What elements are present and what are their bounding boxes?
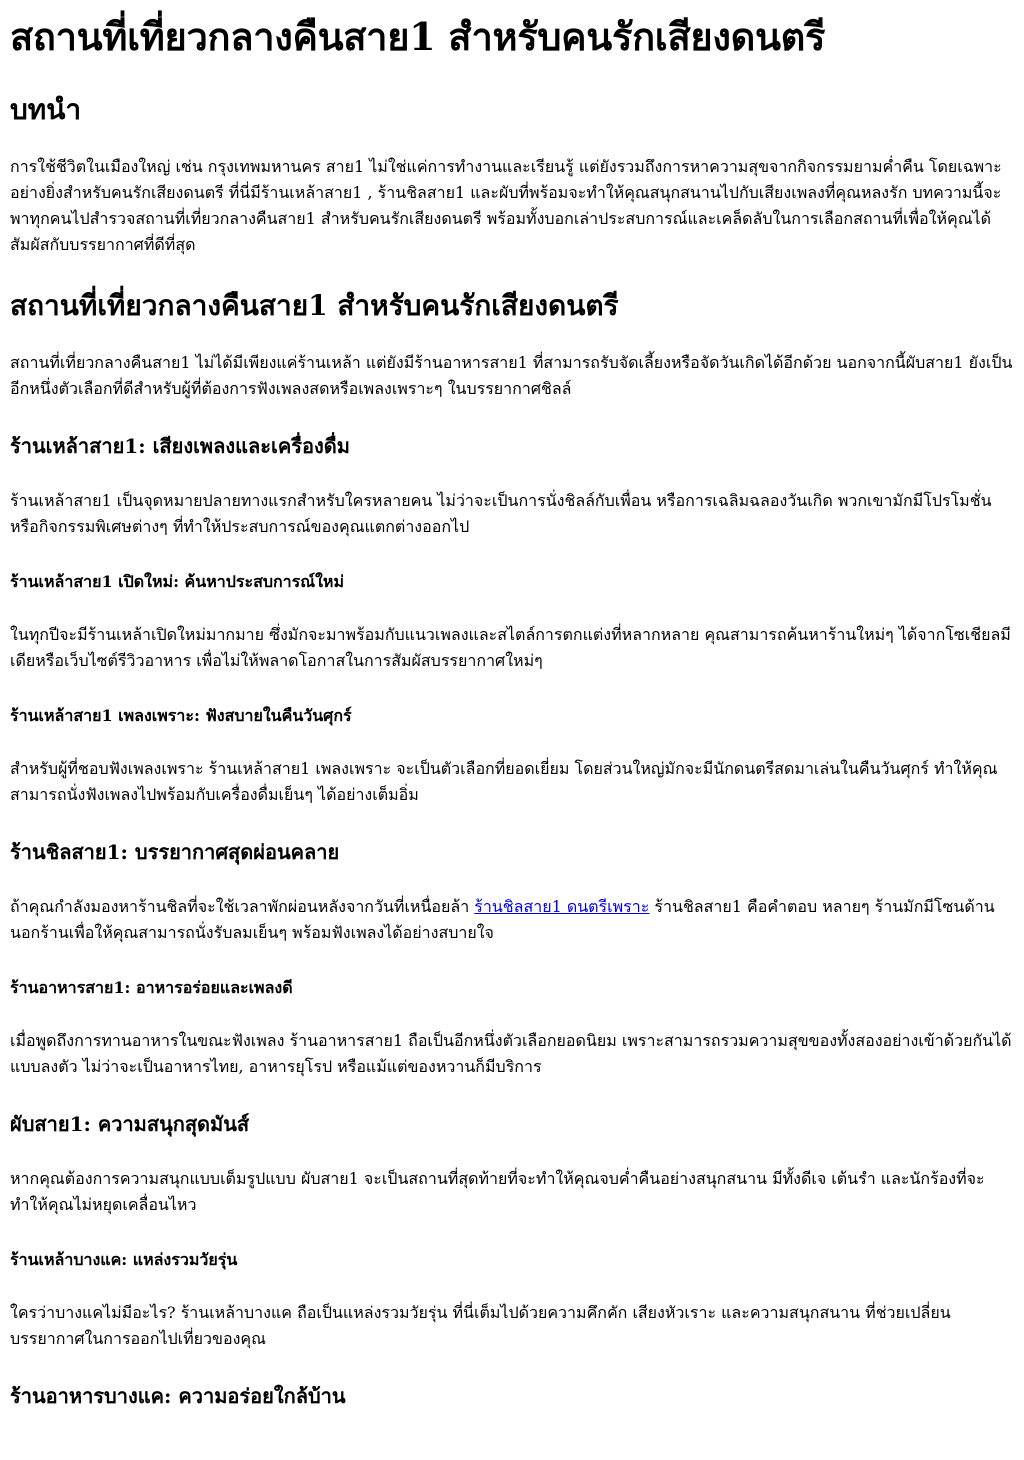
heading-restaurant: ร้านอาหารสาย1: อาหารอร่อยและเพลงดี — [10, 978, 293, 997]
paragraph-bar-music: สำหรับผู้ที่ชอบฟังเพลงเพราะ ร้านเหล้าสาย1 เพลงเพราะ จะเป็นตัวเลือกที่ยอดเยี่ยม โดยส่วนใหญ่มักจะมีนักดนตรีสดมาเล่นในคืนวันศุกร์ ทำให้คุณสามารถนั่งฟังเพลงไปพร้อมกับเครื่องดื่มเย็นๆ ได้อย่างเต็มอิ่ม — [10, 759, 998, 804]
chill-music-link[interactable]: ร้านชิลสาย1 ดนตรีเพราะ — [474, 897, 650, 916]
article — [0, 14, 1024, 1410]
paragraph-intro: การใช้ชีวิตในเมืองใหญ่ เช่น กรุงเทพมหานคร สาย1 ไม่ใช่แค่การทำงานและเรียนรู้ แต่ยังรวมถึงการหาความสุขจากกิจกรรมยามค่ำคืน โดยเฉพาะอย่างยิ่งสำหรับคนรักเสียงดนตรี ที่นี่มีร้านเหล้าสาย1 , ร้านชิลสาย1 และผับที่พร้อมจะทำให้คุณสนุกสนานไปกับเสียงเพลงที่คุณหลงรัก บทความนี้จะพาทุกคนไปสำรวจสถานที่เที่ยวกลางคืนสาย1 สำหรับคนรักเสียงดนตรี พร้อมทั้งบอกเล่าประสบการณ์และเคล็ดลับในการเลือกสถานที่เพื่อให้คุณได้สัมผัสกับบรรยากาศที่ดีที่สุด — [10, 157, 1002, 254]
heading-bar: ร้านเหล้าสาย1: เสียงเพลงและเครื่องดื่ม — [10, 434, 350, 458]
heading-bangkae-restaurant: ร้านอาหารบางแค: ความอร่อยใกล้บ้าน — [10, 1384, 346, 1408]
paragraph-bangkae-bar: ใครว่าบางแคไม่มีอะไร? ร้านเหล้าบางแค ถือเป็นแหล่งรวมวัยรุ่น ที่นี่เต็มไปด้วยความคึกคัก เสียงหัวเราะ และความสนุกสนาน ที่ช่วยเปลี่ยนบรรยากาศในการออกไปเที่ยวของคุณ — [10, 1303, 951, 1348]
heading-main-section: สถานที่เที่ยวกลางคืนสาย1 สำหรับคนรักเสียงดนตรี — [10, 289, 619, 322]
paragraph-restaurant: เมื่อพูดถึงการทานอาหารในขณะฟังเพลง ร้านอาหารสาย1 ถือเป็นอีกหนึ่งตัวเลือกยอดนิยม เพราะสามารถรวมความสุขของทั้งสองอย่างเข้าด้วยกันได้แบบลงตัว ไม่ว่าจะเป็นอาหารไทย, อาหารยุโรป หรือแม้แต่ของหวานก็มีบริการ — [10, 1031, 1012, 1076]
paragraph-main-section: สถานที่เที่ยวกลางคืนสาย1 ไม่ได้มีเพียงแค่ร้านเหล้า แต่ยังมีร้านอาหารสาย1 ที่สามารถรับจัดเลี้ยงหรือจัดวันเกิดได้อีกด้วย นอกจากนี้ผับสาย1 ยังเป็นอีกหนึ่งตัวเลือกที่ดีสำหรับผู้ที่ต้องการฟังเพลงสดหรือเพลงเพราะๆ ในบรรยากาศชิลล์ — [10, 353, 1013, 398]
heading-bangkae-bar: ร้านเหล้าบางแค: แหล่งรวมวัยรุ่น — [10, 1250, 238, 1269]
paragraph-pub: หากคุณต้องการความสนุกแบบเต็มรูปแบบ ผับสาย1 จะเป็นสถานที่สุดท้ายที่จะทำให้คุณจบค่ำคืนอย่างสนุกสนาน มีทั้งดีเจ เต้นรำ และนักร้องที่จะทำให้คุณไม่หยุดเคลื่อนไหว — [10, 1169, 985, 1214]
heading-intro: บทนำ — [10, 93, 82, 126]
paragraph-chill-text-before: ถ้าคุณกำลังมองหาร้านชิลที่จะใช้เวลาพักผ่อนหลังจากวันที่เหนื่อยล้า — [10, 897, 475, 916]
heading-pub: ผับสาย1: ความสนุกสุดมันส์ — [10, 1112, 250, 1136]
page-title: สถานที่เที่ยวกลางคืนสาย1 สำหรับคนรักเสียงดนตรี — [10, 14, 826, 59]
paragraph-chill-text-after: ร้านชิลสาย1 คือคำตอบ หลายๆ ร้านมักมีโซนด้านนอกร้านเพื่อให้คุณสามารถนั่งรับลมเย็นๆ พร้อมฟังเพลงได้อย่างสบายใจ — [10, 897, 995, 942]
paragraph-bar-new: ในทุกปีจะมีร้านเหล้าเปิดใหม่มากมาย ซึ่งมักจะมาพร้อมกับแนวเพลงและสไตล์การตกแต่งที่หลากหลาย คุณสามารถค้นหาร้านใหม่ๆ ได้จากโซเชียลมีเดียหรือเว็บไซต์รีวิวอาหาร เพื่อไม่ให้พลาดโอกาสในการสัมผัสบรรยากาศใหม่ๆ — [10, 625, 1011, 670]
heading-bar-music: ร้านเหล้าสาย1 เพลงเพราะ: ฟังสบายในคืนวันศุกร์ — [10, 706, 352, 725]
paragraph-bar: ร้านเหล้าสาย1 เป็นจุดหมายปลายทางแรกสำหรับใครหลายคน ไม่ว่าจะเป็นการนั่งชิลล์กับเพื่อน หรือการเฉลิมฉลองวันเกิด พวกเขามักมีโปรโมชั่นหรือกิจกรรมพิเศษต่างๆ ที่ทำให้ประสบการณ์ของคุณแตกต่างออกไป — [10, 491, 992, 536]
heading-bar-new: ร้านเหล้าสาย1 เปิดใหม่: ค้นหาประสบการณ์ใหม่ — [10, 572, 344, 591]
heading-chill: ร้านชิลสาย1: บรรยากาศสุดผ่อนคลาย — [10, 840, 340, 864]
paragraph-chill — [10, 894, 1014, 946]
